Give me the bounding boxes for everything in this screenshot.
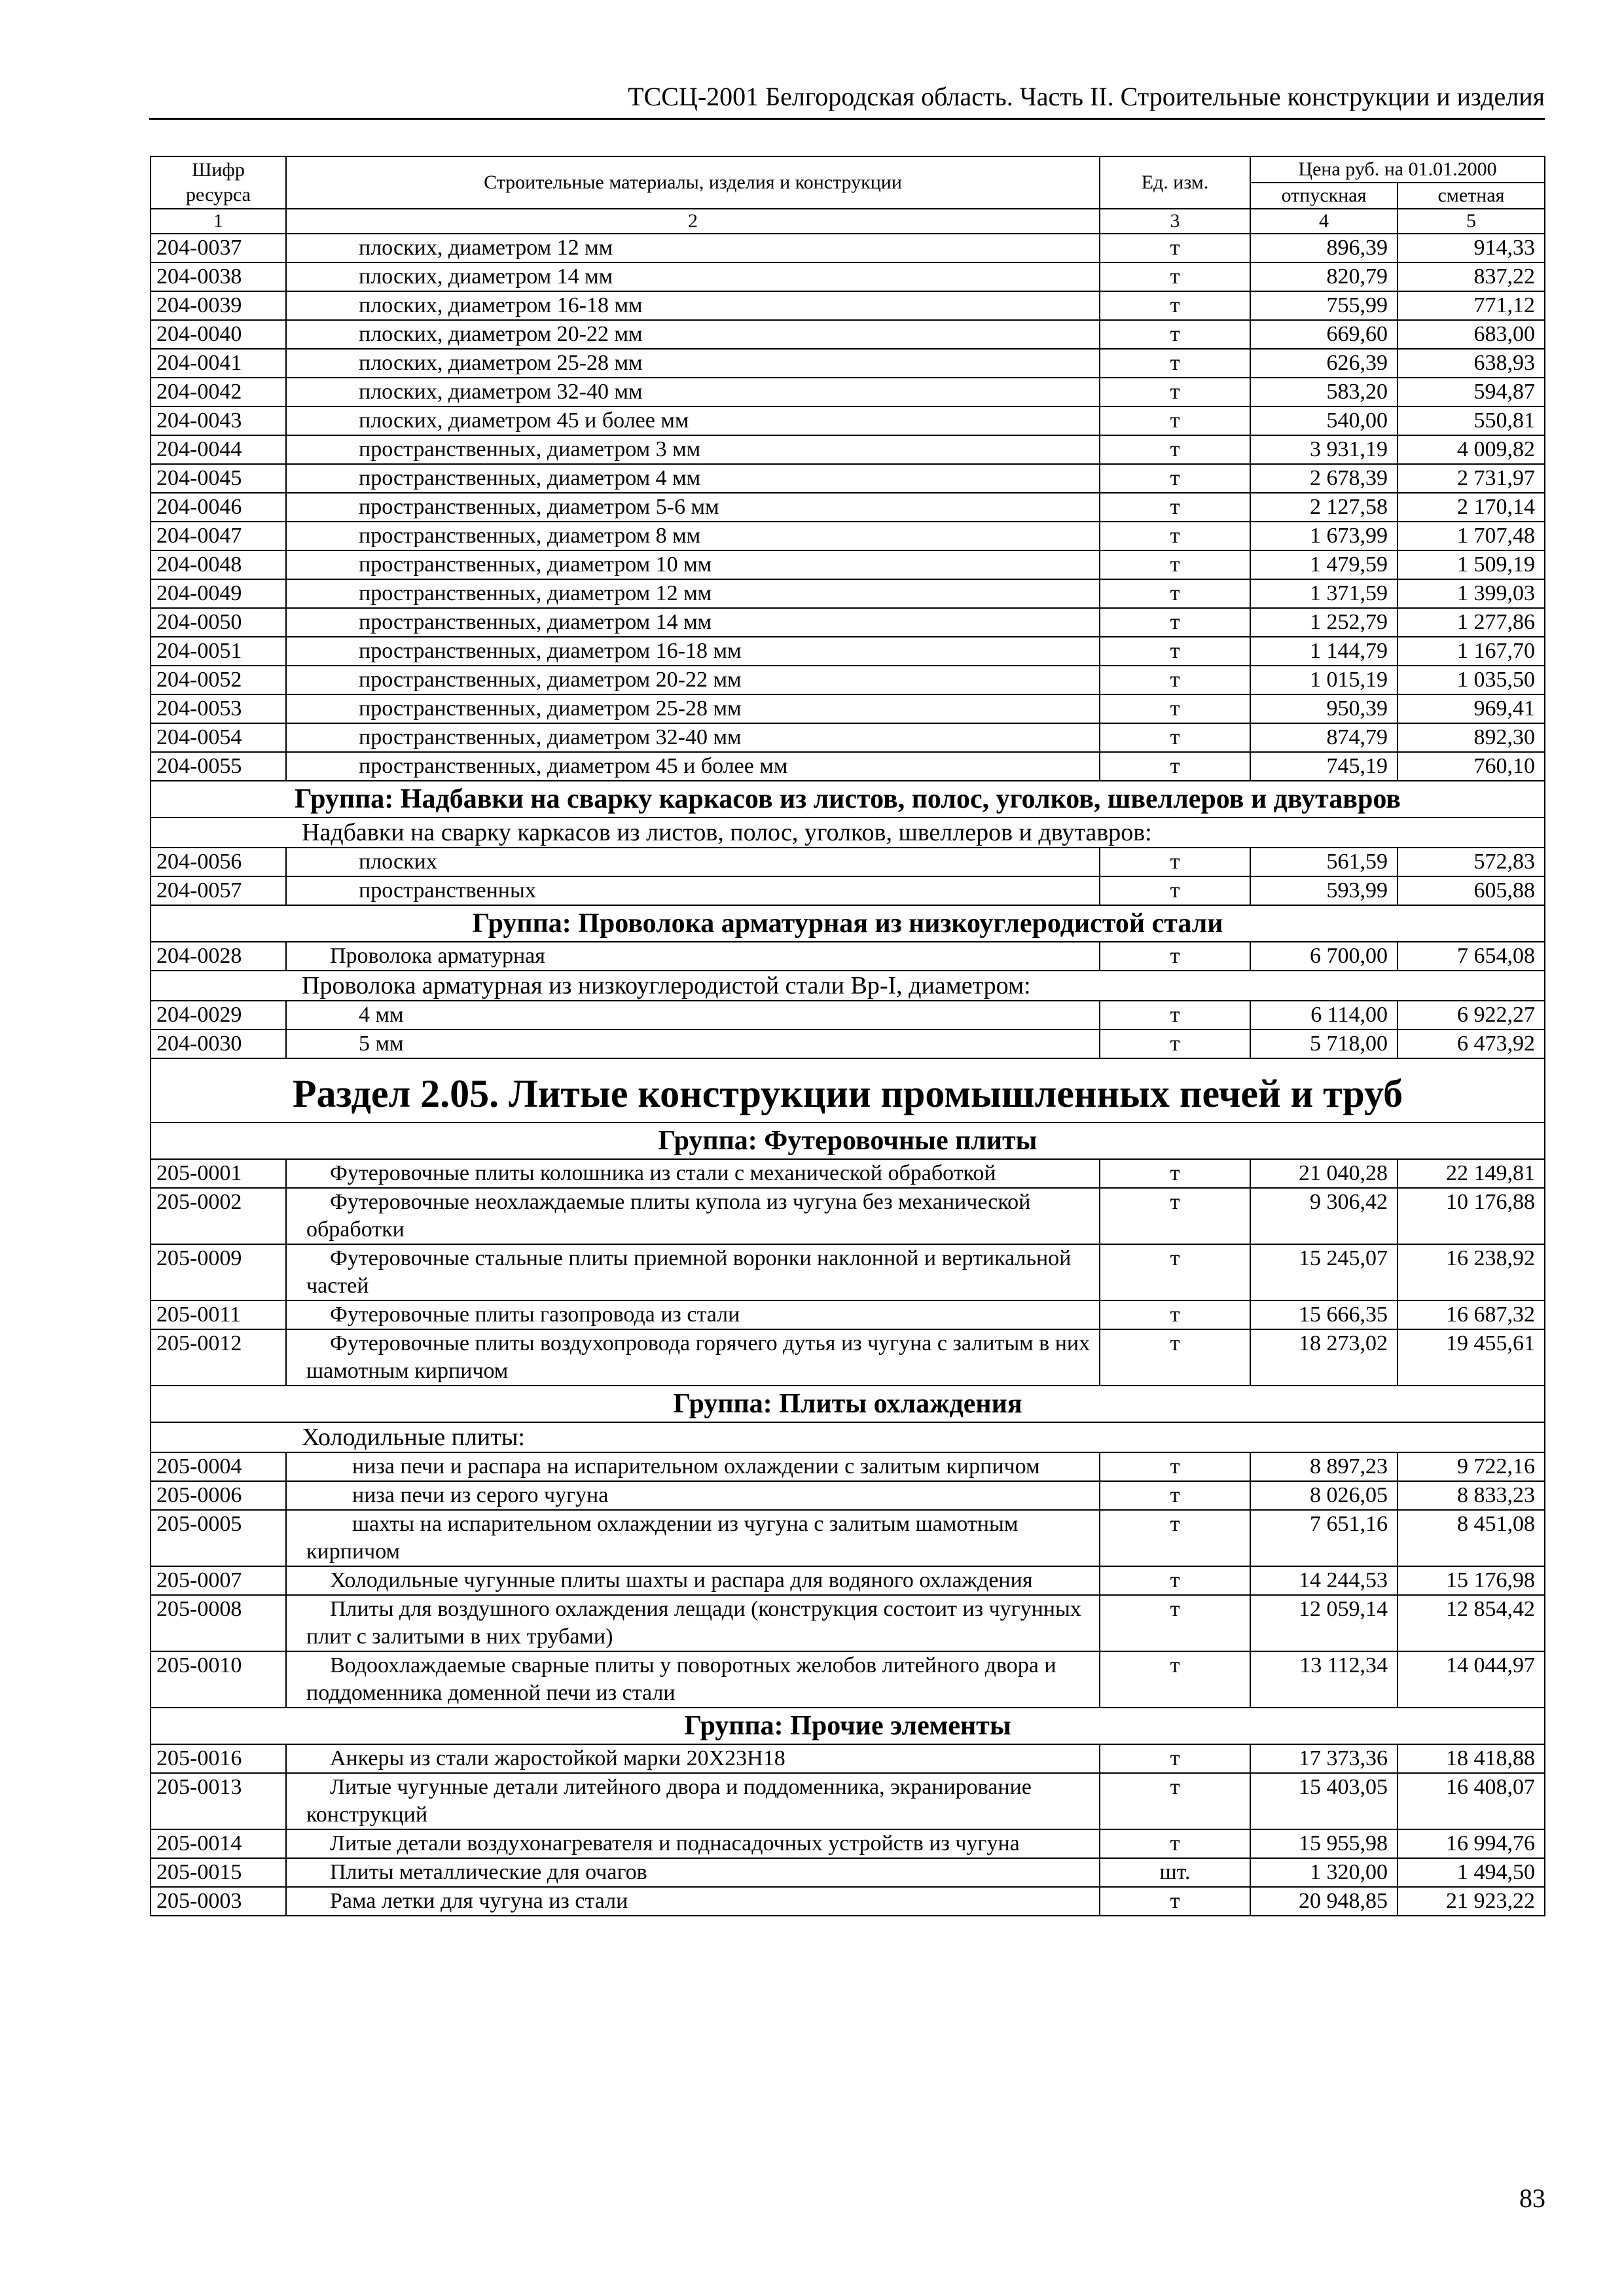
unit-cell: т <box>1100 320 1250 349</box>
price-estimate: 1 167,70 <box>1398 637 1545 666</box>
item-name: пространственных, диаметром 8 мм <box>286 522 1100 550</box>
table-row <box>151 1001 1545 1030</box>
resource-code: 204-0037 <box>151 234 286 262</box>
price-estimate: 14 044,97 <box>1398 1651 1545 1708</box>
unit-cell: т <box>1100 579 1250 608</box>
table-row <box>151 378 1545 406</box>
unit-cell: т <box>1100 1566 1250 1595</box>
price-release: 1 144,79 <box>1250 637 1398 666</box>
price-release: 1 673,99 <box>1250 522 1398 550</box>
table-row <box>151 320 1545 349</box>
table-row <box>151 550 1545 579</box>
unit-cell: т <box>1100 1329 1250 1386</box>
price-estimate: 771,12 <box>1398 291 1545 320</box>
section-heading: Раздел 2.05. Литые конструкции промышленных печей и труб <box>151 1058 1545 1122</box>
price-release: 561,59 <box>1250 848 1398 876</box>
resource-code: 204-0053 <box>151 694 286 723</box>
section-heading-row <box>151 1058 1545 1122</box>
item-name: Футеровочные стальные плиты приемной воронки наклонной и вертикальной частей <box>286 1244 1100 1300</box>
price-estimate: 6 922,27 <box>1398 1001 1545 1030</box>
price-release: 755,99 <box>1250 291 1398 320</box>
resource-code: 205-0013 <box>151 1773 286 1829</box>
unit-cell: т <box>1100 234 1250 262</box>
resource-code: 205-0006 <box>151 1481 286 1510</box>
col-name-header: Строительные материалы, изделия и конструкции <box>286 156 1100 209</box>
item-name: пространственных, диаметром 14 мм <box>286 608 1100 637</box>
price-release: 1 320,00 <box>1250 1858 1398 1887</box>
price-release: 1 015,19 <box>1250 666 1398 694</box>
table-row <box>151 1744 1545 1773</box>
price-estimate: 914,33 <box>1398 234 1545 262</box>
item-name: пространственных, диаметром 10 мм <box>286 550 1100 579</box>
price-release: 1 371,59 <box>1250 579 1398 608</box>
unit-cell: т <box>1100 378 1250 406</box>
table-row <box>151 1858 1545 1887</box>
price-estimate: 8 833,23 <box>1398 1481 1545 1510</box>
resource-code: 205-0012 <box>151 1329 286 1386</box>
price-estimate: 605,88 <box>1398 876 1545 905</box>
table-row <box>151 1595 1545 1651</box>
table-row <box>151 1159 1545 1188</box>
item-name: плоских, диаметром 16-18 мм <box>286 291 1100 320</box>
unit-cell: т <box>1100 435 1250 464</box>
unit-cell: т <box>1100 848 1250 876</box>
price-estimate: 1 399,03 <box>1398 579 1545 608</box>
table-row <box>151 848 1545 876</box>
unit-cell: т <box>1100 522 1250 550</box>
resource-code: 205-0011 <box>151 1300 286 1329</box>
page-header <box>149 77 1545 120</box>
table-row <box>151 876 1545 905</box>
price-estimate: 594,87 <box>1398 378 1545 406</box>
item-name: 5 мм <box>286 1030 1100 1058</box>
item-name: низа печи из серого чугуна <box>286 1481 1100 1510</box>
item-name: Анкеры из стали жаростойкой марки 20Х23Н18 <box>286 1744 1100 1773</box>
table-row <box>151 608 1545 637</box>
price-estimate: 2 170,14 <box>1398 493 1545 522</box>
price-release: 7 651,16 <box>1250 1510 1398 1566</box>
price-estimate: 19 455,61 <box>1398 1329 1545 1386</box>
unit-cell: т <box>1100 1001 1250 1030</box>
item-name: пространственных, диаметром 20-22 мм <box>286 666 1100 694</box>
resource-code: 204-0044 <box>151 435 286 464</box>
resource-code: 205-0008 <box>151 1595 286 1651</box>
price-estimate: 2 731,97 <box>1398 464 1545 493</box>
price-estimate: 21 923,22 <box>1398 1887 1545 1916</box>
item-name: плоских, диаметром 12 мм <box>286 234 1100 262</box>
price-release: 626,39 <box>1250 349 1398 378</box>
group-heading: Группа: Проволока арматурная из низкоуглеродистой стали <box>151 905 1545 942</box>
item-name: 4 мм <box>286 1001 1100 1030</box>
resource-code: 204-0048 <box>151 550 286 579</box>
item-name: Футеровочные плиты воздухопровода горячего дутья из чугуна с залитым в них шамотным кирпичом <box>286 1329 1100 1386</box>
price-release: 6 700,00 <box>1250 942 1398 971</box>
price-release: 6 114,00 <box>1250 1001 1398 1030</box>
group-heading: Группа: Футеровочные плиты <box>151 1122 1545 1159</box>
item-name: пространственных, диаметром 5-6 мм <box>286 493 1100 522</box>
col-price-header: Цена руб. на 01.01.2000 <box>1250 156 1545 183</box>
unit-cell: т <box>1100 493 1250 522</box>
unit-cell: т <box>1100 723 1250 752</box>
price-release: 8 897,23 <box>1250 1452 1398 1481</box>
table-row <box>151 1481 1545 1510</box>
resource-code: 205-0007 <box>151 1566 286 1595</box>
table-row <box>151 1188 1545 1244</box>
resource-code: 204-0054 <box>151 723 286 752</box>
unit-cell: т <box>1100 1510 1250 1566</box>
price-estimate: 8 451,08 <box>1398 1510 1545 1566</box>
item-name: плоских, диаметром 45 и более мм <box>286 406 1100 435</box>
table-row <box>151 637 1545 666</box>
price-release: 950,39 <box>1250 694 1398 723</box>
table-row <box>151 349 1545 378</box>
table-row <box>151 1510 1545 1566</box>
header-title: ТССЦ-2001 Белгородская область. Часть II. Строительные конструкции и изделия <box>628 82 1545 111</box>
price-release: 8 026,05 <box>1250 1481 1398 1510</box>
unit-cell: т <box>1100 876 1250 905</box>
unit-cell: т <box>1100 637 1250 666</box>
unit-cell: т <box>1100 406 1250 435</box>
unit-cell: т <box>1100 1452 1250 1481</box>
item-name: Проволока арматурная <box>286 942 1100 971</box>
price-release: 1 252,79 <box>1250 608 1398 637</box>
price-release: 2 127,58 <box>1250 493 1398 522</box>
table-row <box>151 291 1545 320</box>
col-estimate-header: сметная <box>1398 183 1545 209</box>
item-name: пространственных, диаметром 45 и более мм <box>286 752 1100 781</box>
price-estimate: 550,81 <box>1398 406 1545 435</box>
table-row <box>151 1887 1545 1916</box>
resource-code: 204-0049 <box>151 579 286 608</box>
subheading: Проволока арматурная из низкоуглеродистой стали Вр-I, диаметром: <box>151 971 1545 1001</box>
price-release: 18 273,02 <box>1250 1329 1398 1386</box>
resource-code: 204-0043 <box>151 406 286 435</box>
unit-cell: т <box>1100 1244 1250 1300</box>
col-release-header: отпускная <box>1250 183 1398 209</box>
unit-cell: т <box>1100 1159 1250 1188</box>
table-row <box>151 406 1545 435</box>
item-name: Футеровочные плиты колошника из стали с механической обработкой <box>286 1159 1100 1188</box>
resource-code: 204-0030 <box>151 1030 286 1058</box>
item-name: Литые чугунные детали литейного двора и поддоменника, экранирование конструкций <box>286 1773 1100 1829</box>
resource-code: 204-0041 <box>151 349 286 378</box>
table-row <box>151 522 1545 550</box>
unit-cell: т <box>1100 1773 1250 1829</box>
price-release: 5 718,00 <box>1250 1030 1398 1058</box>
item-name: Литые детали воздухонагревателя и поднасадочных устройств из чугуна <box>286 1829 1100 1858</box>
table-row <box>151 1651 1545 1708</box>
item-name: плоских, диаметром 20-22 мм <box>286 320 1100 349</box>
resource-code: 205-0014 <box>151 1829 286 1858</box>
item-name: Водоохлаждаемые сварные плиты у поворотных желобов литейного двора и поддоменника доменной печи из стали <box>286 1651 1100 1708</box>
col-number: 2 <box>286 209 1100 234</box>
table-row <box>151 262 1545 291</box>
unit-cell: т <box>1100 1300 1250 1329</box>
price-release: 15 955,98 <box>1250 1829 1398 1858</box>
unit-cell: т <box>1100 1188 1250 1244</box>
group-heading-row <box>151 781 1545 817</box>
price-estimate: 1 277,86 <box>1398 608 1545 637</box>
price-estimate: 572,83 <box>1398 848 1545 876</box>
price-estimate: 16 408,07 <box>1398 1773 1545 1829</box>
item-name: Футеровочные плиты газопровода из стали <box>286 1300 1100 1329</box>
price-release: 1 479,59 <box>1250 550 1398 579</box>
item-name: плоских <box>286 848 1100 876</box>
unit-cell: т <box>1100 349 1250 378</box>
unit-cell: т <box>1100 694 1250 723</box>
unit-cell: шт. <box>1100 1858 1250 1887</box>
subheading: Надбавки на сварку каркасов из листов, полос, уголков, швеллеров и двутавров: <box>151 817 1545 848</box>
price-release: 896,39 <box>1250 234 1398 262</box>
price-release: 745,19 <box>1250 752 1398 781</box>
col-number: 3 <box>1100 209 1250 234</box>
item-name: шахты на испарительном охлаждении из чугуна с залитым шамотным кирпичом <box>286 1510 1100 1566</box>
unit-cell: т <box>1100 1030 1250 1058</box>
price-estimate: 4 009,82 <box>1398 435 1545 464</box>
price-release: 15 245,07 <box>1250 1244 1398 1300</box>
unit-cell: т <box>1100 1651 1250 1708</box>
item-name: пространственных, диаметром 16-18 мм <box>286 637 1100 666</box>
price-estimate: 892,30 <box>1398 723 1545 752</box>
unit-cell: т <box>1100 262 1250 291</box>
item-name: Плиты для воздушного охлаждения лещади (конструкция состоит из чугунных плит с залитыми в них трубами) <box>286 1595 1100 1651</box>
price-estimate: 16 687,32 <box>1398 1300 1545 1329</box>
item-name: пространственных, диаметром 4 мм <box>286 464 1100 493</box>
price-release: 874,79 <box>1250 723 1398 752</box>
price-release: 12 059,14 <box>1250 1595 1398 1651</box>
price-release: 593,99 <box>1250 876 1398 905</box>
group-heading-row <box>151 905 1545 942</box>
item-name: Плиты металлические для очагов <box>286 1858 1100 1887</box>
resource-code: 204-0050 <box>151 608 286 637</box>
resource-code: 205-0004 <box>151 1452 286 1481</box>
resource-code: 204-0047 <box>151 522 286 550</box>
table-row <box>151 464 1545 493</box>
price-release: 17 373,36 <box>1250 1744 1398 1773</box>
price-release: 9 306,42 <box>1250 1188 1398 1244</box>
price-release: 3 931,19 <box>1250 435 1398 464</box>
group-heading: Группа: Надбавки на сварку каркасов из листов, полос, уголков, швеллеров и двутавров <box>151 781 1545 817</box>
subheading-row <box>151 817 1545 848</box>
price-estimate: 1 494,50 <box>1398 1858 1545 1887</box>
unit-cell: т <box>1100 291 1250 320</box>
price-estimate: 7 654,08 <box>1398 942 1545 971</box>
price-release: 13 112,34 <box>1250 1651 1398 1708</box>
unit-cell: т <box>1100 752 1250 781</box>
table-row <box>151 942 1545 971</box>
item-name: низа печи и распара на испарительном охлаждении с залитым кирпичом <box>286 1452 1100 1481</box>
page-number: 83 <box>1519 2183 1545 2213</box>
price-release: 820,79 <box>1250 262 1398 291</box>
resource-code: 204-0052 <box>151 666 286 694</box>
table-row <box>151 1300 1545 1329</box>
item-name: Футеровочные неохлаждаемые плиты купола из чугуна без механической обработки <box>286 1188 1100 1244</box>
table-row <box>151 694 1545 723</box>
resource-code: 204-0038 <box>151 262 286 291</box>
resource-code: 204-0057 <box>151 876 286 905</box>
price-estimate: 22 149,81 <box>1398 1159 1545 1188</box>
table-row <box>151 493 1545 522</box>
price-release: 15 666,35 <box>1250 1300 1398 1329</box>
price-estimate: 638,93 <box>1398 349 1545 378</box>
price-estimate: 12 854,42 <box>1398 1595 1545 1651</box>
table-row <box>151 1244 1545 1300</box>
table-row <box>151 1030 1545 1058</box>
price-release: 540,00 <box>1250 406 1398 435</box>
group-heading-row <box>151 1122 1545 1159</box>
price-estimate: 10 176,88 <box>1398 1188 1545 1244</box>
table-row <box>151 1829 1545 1858</box>
price-release: 15 403,05 <box>1250 1773 1398 1829</box>
col-number: 1 <box>151 209 286 234</box>
resource-code: 205-0016 <box>151 1744 286 1773</box>
unit-cell: т <box>1100 608 1250 637</box>
resource-code: 204-0056 <box>151 848 286 876</box>
subheading: Холодильные плиты: <box>151 1422 1545 1452</box>
unit-cell: т <box>1100 1481 1250 1510</box>
table-row <box>151 1773 1545 1829</box>
resource-code: 204-0042 <box>151 378 286 406</box>
col-unit-header: Ед. изм. <box>1100 156 1250 209</box>
price-estimate: 1 035,50 <box>1398 666 1545 694</box>
price-table <box>150 156 1545 1916</box>
table-row <box>151 752 1545 781</box>
item-name: пространственных <box>286 876 1100 905</box>
resource-code: 205-0010 <box>151 1651 286 1708</box>
item-name: плоских, диаметром 14 мм <box>286 262 1100 291</box>
item-name: Холодильные чугунные плиты шахты и распара для водяного охлаждения <box>286 1566 1100 1595</box>
resource-code: 204-0045 <box>151 464 286 493</box>
price-estimate: 683,00 <box>1398 320 1545 349</box>
price-estimate: 837,22 <box>1398 262 1545 291</box>
price-estimate: 16 994,76 <box>1398 1829 1545 1858</box>
subheading-row <box>151 1422 1545 1452</box>
table-row <box>151 666 1545 694</box>
resource-code: 204-0051 <box>151 637 286 666</box>
table-row <box>151 234 1545 262</box>
table-header-row-1 <box>151 156 1545 183</box>
resource-code: 205-0005 <box>151 1510 286 1566</box>
price-estimate: 1 707,48 <box>1398 522 1545 550</box>
price-estimate: 760,10 <box>1398 752 1545 781</box>
item-name: Рама летки для чугуна из стали <box>286 1887 1100 1916</box>
group-heading: Группа: Плиты охлаждения <box>151 1386 1545 1422</box>
price-release: 20 948,85 <box>1250 1887 1398 1916</box>
price-release: 583,20 <box>1250 378 1398 406</box>
unit-cell: т <box>1100 1829 1250 1858</box>
price-estimate: 1 509,19 <box>1398 550 1545 579</box>
price-release: 2 678,39 <box>1250 464 1398 493</box>
unit-cell: т <box>1100 1744 1250 1773</box>
price-estimate: 6 473,92 <box>1398 1030 1545 1058</box>
table-row <box>151 579 1545 608</box>
price-estimate: 16 238,92 <box>1398 1244 1545 1300</box>
resource-code: 204-0039 <box>151 291 286 320</box>
table-row <box>151 435 1545 464</box>
group-heading-row <box>151 1708 1545 1744</box>
item-name: пространственных, диаметром 32-40 мм <box>286 723 1100 752</box>
col-number: 5 <box>1398 209 1545 234</box>
subheading-row <box>151 971 1545 1001</box>
resource-code: 204-0029 <box>151 1001 286 1030</box>
item-name: пространственных, диаметром 25-28 мм <box>286 694 1100 723</box>
resource-code: 204-0055 <box>151 752 286 781</box>
price-estimate: 969,41 <box>1398 694 1545 723</box>
unit-cell: т <box>1100 550 1250 579</box>
table-row <box>151 1566 1545 1595</box>
item-name: плоских, диаметром 25-28 мм <box>286 349 1100 378</box>
table-row <box>151 723 1545 752</box>
unit-cell: т <box>1100 666 1250 694</box>
price-release: 14 244,53 <box>1250 1566 1398 1595</box>
unit-cell: т <box>1100 942 1250 971</box>
item-name: пространственных, диаметром 12 мм <box>286 579 1100 608</box>
resource-code: 205-0015 <box>151 1858 286 1887</box>
price-estimate: 9 722,16 <box>1398 1452 1545 1481</box>
unit-cell: т <box>1100 464 1250 493</box>
column-numbers-row <box>151 209 1545 234</box>
group-heading: Группа: Прочие элементы <box>151 1708 1545 1744</box>
resource-code: 205-0009 <box>151 1244 286 1300</box>
resource-code: 204-0040 <box>151 320 286 349</box>
item-name: плоских, диаметром 32-40 мм <box>286 378 1100 406</box>
group-heading-row <box>151 1386 1545 1422</box>
col-code-header: Шифр ресурса <box>151 156 286 209</box>
item-name: пространственных, диаметром 3 мм <box>286 435 1100 464</box>
price-estimate: 15 176,98 <box>1398 1566 1545 1595</box>
unit-cell: т <box>1100 1887 1250 1916</box>
unit-cell: т <box>1100 1595 1250 1651</box>
resource-code: 205-0003 <box>151 1887 286 1916</box>
price-release: 669,60 <box>1250 320 1398 349</box>
resource-code: 205-0002 <box>151 1188 286 1244</box>
resource-code: 204-0046 <box>151 493 286 522</box>
table-row <box>151 1329 1545 1386</box>
col-number: 4 <box>1250 209 1398 234</box>
price-release: 21 040,28 <box>1250 1159 1398 1188</box>
table-row <box>151 1452 1545 1481</box>
price-estimate: 18 418,88 <box>1398 1744 1545 1773</box>
resource-code: 204-0028 <box>151 942 286 971</box>
resource-code: 205-0001 <box>151 1159 286 1188</box>
